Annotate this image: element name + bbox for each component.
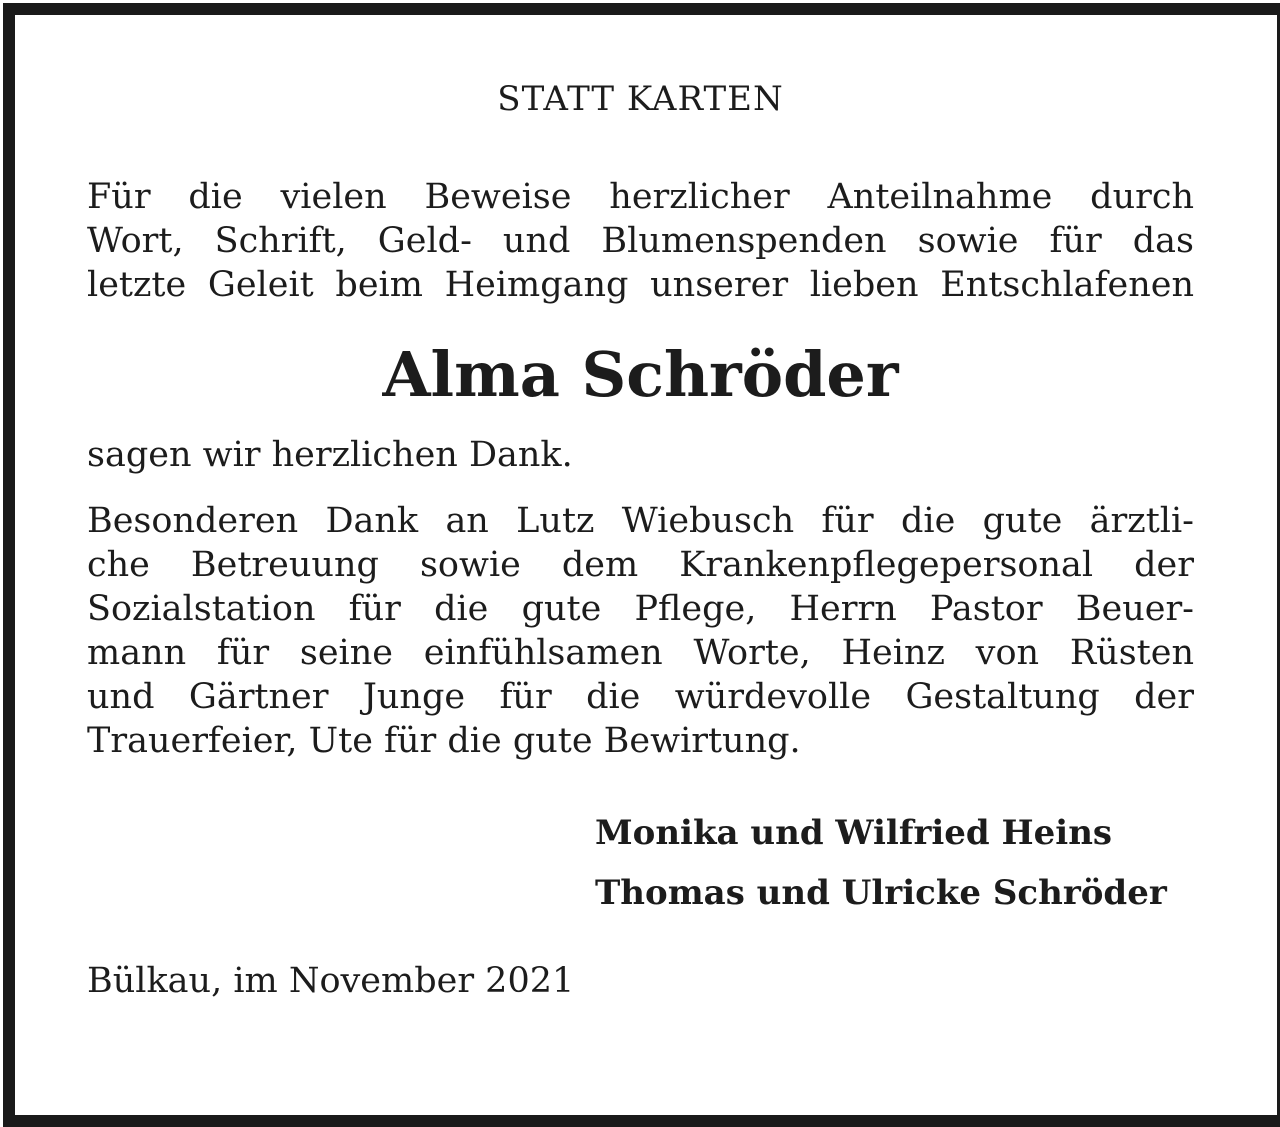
- special-line: und Gärtner Junge für die würdevolle Gestaltung der: [87, 677, 1194, 717]
- special-line: Besonderen Dank an Lutz Wiebusch für die gute ärztli-: [87, 501, 1194, 541]
- deceased-name: Alma Schröder: [382, 338, 899, 411]
- signatures: [87, 803, 1194, 923]
- thanks-text: sagen wir herzlichen Dank.: [87, 435, 573, 475]
- special-line: mann für seine einfühlsamen Worte, Heinz von Rüsten: [87, 633, 1194, 673]
- place-and-date: Bülkau, im November 2021: [87, 961, 575, 1001]
- notice-frame: [3, 3, 1280, 1127]
- notice-header: STATT KARTEN: [497, 79, 784, 119]
- signature-line: Monika und Wilfried Heins: [595, 813, 1113, 853]
- signature-line: Thomas und Ulricke Schröder: [595, 873, 1167, 913]
- intro-paragraph: [87, 175, 1194, 307]
- special-thanks-paragraph: [87, 499, 1194, 763]
- intro-line: Für die vielen Beweise herzlicher Anteilnahme durch: [87, 177, 1194, 217]
- special-line: che Betreuung sowie dem Krankenpflegepersonal der: [87, 545, 1194, 585]
- notice-content: [87, 75, 1194, 1003]
- intro-line: letzte Geleit beim Heimgang unserer lieben Entschlafenen: [87, 265, 1194, 305]
- special-line: Sozialstation für die gute Pflege, Herrn Pastor Beuer-: [87, 589, 1194, 629]
- special-line: Trauerfeier, Ute für die gute Bewirtung.: [87, 721, 801, 761]
- intro-line: Wort, Schrift, Geld- und Blumenspenden sowie für das: [87, 221, 1194, 261]
